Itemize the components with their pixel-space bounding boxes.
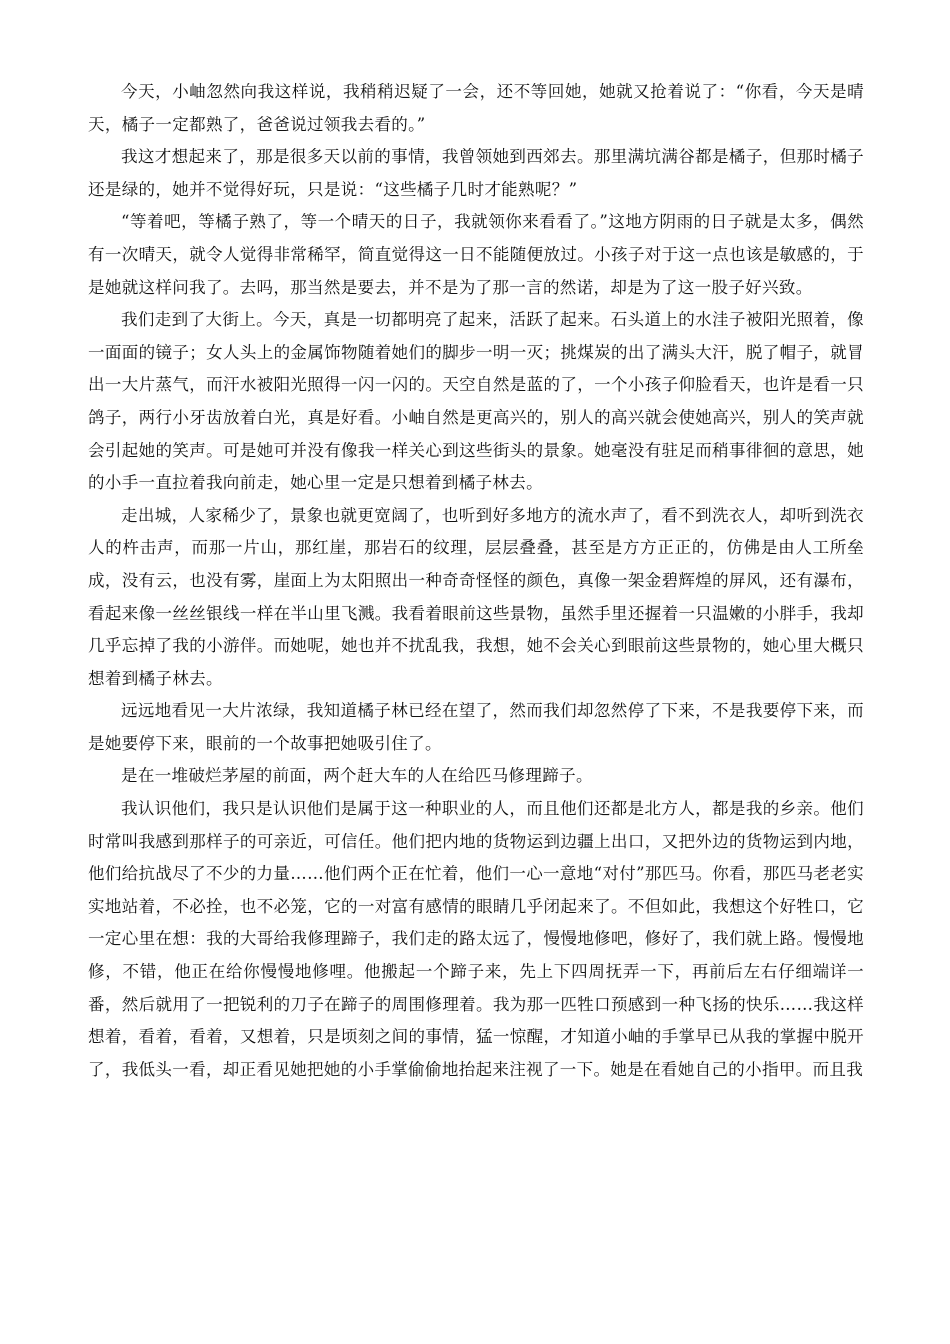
paragraph-1: 今天，小岫忽然向我这样说，我稍稍迟疑了一会，还不等回她，她就又抢着说了：“你看，今天是晴天，橘子一定都熟了，爸爸说过领我去看的。” (88, 82, 864, 134)
paragraph-7: 是在一堆破烂茅屋的前面，两个赶大车的人在给匹马修理蹄子。 (121, 766, 593, 786)
paragraph-8: 我认识他们，我只是认识他们是属于这一种职业的人，而且他们还都是北方人，都是我的乡亲。他们时常叫我感到那样子的可亲近，可信任。他们把内地的货物运到边疆上出口，又把外边的货物运到内地，他们给抗战尽了不少的力量……他们两个正在忙着，他们一心一意地“对付”那匹马。你看，那匹马老老实实地站着，不必拴，也不必笼，它的一对富有感情的眼睛几乎闭起来了。不但如此，我想这个好牲口，它一定心里在想：我的大哥给我修理蹄子，我们走的路太远了，慢慢地修吧，修好了，我们就上路。慢慢地修，不错，他正在给你慢慢地修哩。他搬起一个蹄子来，先上下四周抚弄一下，再前后左右仔细端详一番，然后就用了一把锐利的刀子在蹄子的周围修理着。我为那一匹牲口预感到一种飞扬的快乐……我这样想着，看着，看着，又想着，只是顷刻之间的事情，猛一惊醒，才知道小岫的手掌早已从我的掌握中脱开了，我低头一看，却正看见她把她的小手掌偷偷地抬起来注视了一下。她是在看她自己的小指甲。而且我 (88, 799, 864, 1079)
paragraph-4: 我们走到了大街上。今天，真是一切都明亮了起来，活跃了起来。石头道上的水洼子被阳光照着，像一面面的镜子；女人头上的金属饰物随着她们的脚步一明一灭；挑煤炭的出了满头大汗，脱了帽子，就冒出一大片蒸气，而汗水被阳光照得一闪一闪的。天空自然是蓝的了，一个小孩子仰脸看天，也许是看一只鸽子，两行小牙齿放着白光，真是好看。小岫自然是更高兴的，别人的高兴就会使她高兴，别人的笑声就会引起她的笑声。可是她可并没有像我一样关心到这些街头的景象。她毫没有驻足而稍事徘徊的意思，她的小手一直拉着我向前走，她心里一定是只想着到橘子林去。 (88, 310, 864, 493)
paragraph-3: “等着吧，等橘子熟了，等一个晴天的日子，我就领你来看看了。”这地方阴雨的日子就是太多，偶然有一次晴天，就令人觉得非常稀罕，简直觉得这一日不能随便放过。小孩子对于这一点也该是敏感的，于是她就这样问我了。去吗，那当然是要去，并不是为了那一言的然诺，却是为了这一股子好兴致。 (88, 212, 864, 297)
paragraph-5: 走出城，人家稀少了，景象也就更宽阔了，也听到好多地方的流水声了，看不到洗衣人，却听到洗衣人的杵击声，而那一片山，那红崖，那岩石的纹理，层层叠叠，甚至是方方正正的，仿佛是由人工所垒成，没有云，也没有雾，崖面上为太阳照出一种奇奇怪怪的颜色，真像一架金碧辉煌的屏风，还有瀑布，看起来像一丝丝银线一样在半山里飞溅。我看着眼前这些景物，虽然手里还握着一只温嫩的小胖手，我却几乎忘掉了我的小游伴。而她呢，她也并不扰乱我，我想，她不会关心到眼前这些景物的，她心里大概只想着到橘子林去。 (88, 505, 864, 688)
document-page (88, 76, 864, 1086)
paragraph-2: 我这才想起来了，那是很多天以前的事情，我曾领她到西郊去。那里满坑满谷都是橘子，但那时橘子还是绿的，她并不觉得好玩，只是说：“这些橘子几时才能熟呢？” (88, 147, 864, 199)
paragraph-6: 远远地看见一大片浓绿，我知道橘子林已经在望了，然而我们却忽然停了下来，不是我要停下来，而是她要停下来，眼前的一个故事把她吸引住了。 (88, 701, 864, 753)
